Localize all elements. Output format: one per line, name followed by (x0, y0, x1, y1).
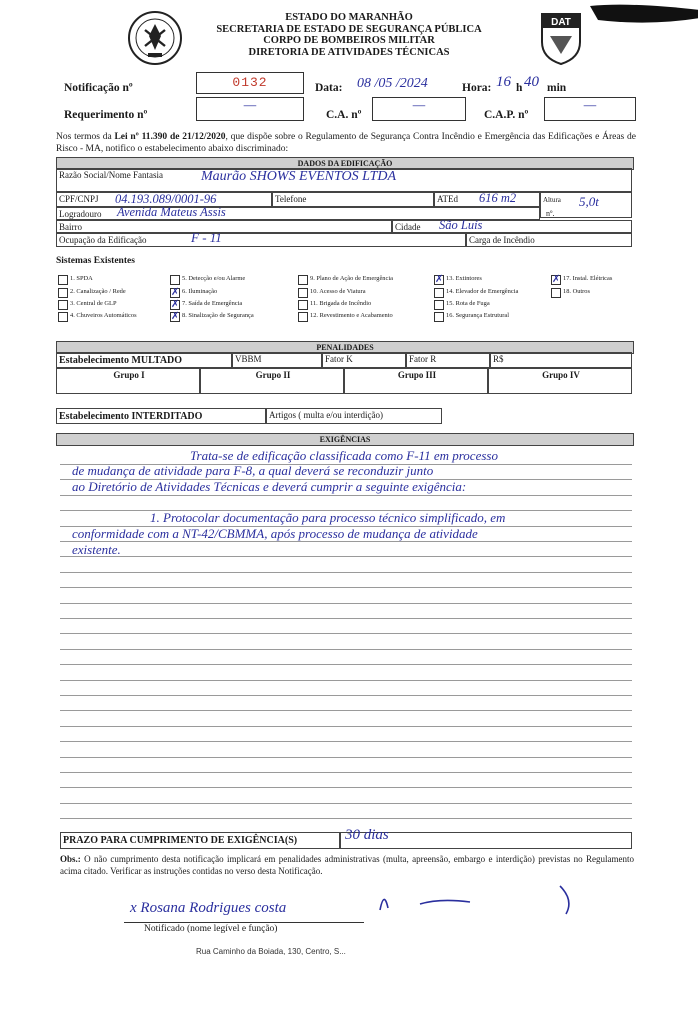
intro-lei: Lei nº 11.390 de 21/12/2020 (114, 132, 226, 142)
sistema-label: 13. Extintores (446, 275, 482, 282)
notificacao-value: 0132 (232, 75, 268, 90)
intro-prefix: Nos termos da (56, 132, 115, 142)
hora-minutes-value[interactable]: 40 (524, 74, 539, 90)
check-mark-icon: ✗ (171, 299, 180, 310)
check-mark-icon: ✗ (552, 274, 561, 285)
sistema-checkbox[interactable] (434, 288, 444, 298)
grupo-2-cell[interactable] (200, 368, 344, 394)
notificacao-field[interactable] (196, 72, 304, 94)
cap-value: — (583, 98, 597, 113)
document-header (0, 12, 698, 58)
footer-address: Rua Caminho da Boiada, 130, Centro, S... (196, 947, 346, 956)
exigencia-line: de mudança de atividade para F-8, a qual deverá se reconduzir junto (72, 463, 434, 478)
check-mark-icon: ✗ (171, 311, 180, 322)
intro-paragraph (56, 131, 636, 155)
carga-incendio-cell[interactable] (466, 233, 632, 247)
numero-label: nº. (546, 209, 555, 218)
sistema-label: 10. Acesso de Viatura (310, 288, 366, 295)
ruled-line (60, 556, 632, 557)
bairro-cell[interactable] (56, 220, 392, 233)
cidade-cell[interactable] (392, 220, 632, 233)
data-label: Data: (315, 82, 343, 94)
ruled-line (60, 803, 632, 804)
prazo-value-cell[interactable] (340, 827, 632, 849)
telefone-cell[interactable] (272, 192, 434, 207)
ruled-line (60, 618, 632, 619)
ruled-line (60, 741, 632, 742)
requerimento-field[interactable] (196, 97, 304, 121)
sistema-checkbox[interactable] (170, 288, 180, 298)
sistema-label: 3. Central de GLP (70, 300, 117, 307)
artigos-cell[interactable] (266, 408, 442, 424)
grupo-2-label: Grupo II (255, 370, 291, 380)
ruled-line (60, 633, 632, 634)
interditado-label: Estabelecimento INTERDITADO (59, 411, 203, 422)
logradouro-value: Avenida Mateus Assis (117, 205, 226, 219)
intro-suffix: , que dispõe sobre o Regulamento de Segurança Contra Incêndio e Emergência das Edificações e Áreas de Risco - MA, notifico o estabelecimento abaixo discriminado: (56, 132, 636, 154)
header-line-3: CORPO DE BOMBEIROS MILITAR (263, 35, 435, 46)
ruled-line (60, 680, 632, 681)
sistema-checkbox[interactable] (58, 312, 68, 322)
vbbm-label: VBBM (235, 354, 262, 364)
grupo-3-cell[interactable] (344, 368, 488, 394)
ruled-line (60, 710, 632, 711)
obs-label: Obs.: (60, 854, 81, 864)
multado-cell[interactable] (56, 352, 232, 368)
ruled-line (60, 787, 632, 788)
cidade-label: Cidade (395, 222, 421, 232)
sistema-checkbox[interactable] (58, 288, 68, 298)
telefone-label: Telefone (275, 194, 307, 204)
notificacao-label: Notificação nº (64, 82, 133, 94)
artigos-label: Artigos ( multa e/ou interdição) (269, 410, 383, 420)
dat-logo-text: DAT (551, 17, 571, 28)
signature-line (124, 922, 364, 923)
sistema-label: 11. Brigada de Incêndio (310, 300, 372, 307)
fator-k-label: Fator K (325, 354, 353, 364)
interditado-cell[interactable] (56, 408, 266, 424)
sistema-label: 6. Iluminação (182, 288, 218, 295)
razao-social-value: Maurão SHOWS EVENTOS LTDA (201, 169, 397, 184)
sistemas-title: Sistemas Existentes (56, 256, 135, 266)
sistema-checkbox[interactable] (551, 288, 561, 298)
sistema-checkbox[interactable] (551, 275, 561, 285)
requerimento-value: — (243, 98, 257, 113)
exigencia-line: ao Diretório de Atividades Técnicas e deverá cumprir a seguinte exigência: (72, 479, 467, 494)
fator-k-cell[interactable] (322, 352, 406, 368)
ruled-line (60, 695, 632, 696)
razao-social-label: Razão Social/Nome Fantasia (59, 170, 163, 180)
check-mark-icon: ✗ (435, 274, 444, 285)
data-value[interactable]: 08 /05 /2024 (357, 76, 428, 91)
ruled-line (60, 603, 632, 604)
sistema-checkbox[interactable] (170, 300, 180, 310)
section-penalidades: PENALIDADES (56, 341, 634, 354)
sistema-label: 16. Segurança Estrutural (446, 312, 509, 319)
sistema-label: 15. Rota de Fuga (446, 300, 490, 307)
exigencia-line: 1. Protocolar documentação para processo técnico simplificado, em (150, 510, 506, 525)
ruled-line (60, 649, 632, 650)
carga-incendio-label: Carga de Incêndio (469, 235, 535, 245)
fator-r-label: Fator R (409, 354, 437, 364)
sistema-checkbox[interactable] (298, 300, 308, 310)
ca-label: C.A. nº (326, 109, 362, 121)
hora-hours-value[interactable]: 16 (496, 74, 511, 90)
rs-label: R$ (493, 354, 504, 364)
hora-h-label: h (516, 82, 523, 94)
prazo-label-cell (60, 832, 340, 849)
ruled-line (60, 726, 632, 727)
ated-cell[interactable] (434, 192, 540, 207)
signature-label: Notificado (nome legível e função) (144, 924, 278, 934)
logradouro-label: Logradouro (59, 209, 102, 219)
hora-label: Hora: (462, 82, 492, 94)
section-exigencias: EXIGÊNCIAS (56, 433, 634, 446)
ruled-line (60, 587, 632, 588)
cap-label: C.A.P. nº (484, 109, 529, 121)
ocupacao-cell[interactable] (56, 230, 466, 247)
official-signature-scribble (360, 880, 580, 920)
sistema-checkbox[interactable] (434, 300, 444, 310)
sistema-checkbox[interactable] (434, 312, 444, 322)
check-mark-icon: ✗ (171, 287, 180, 298)
multado-label: Estabelecimento MULTADO (59, 355, 183, 366)
rs-cell[interactable] (490, 352, 632, 368)
header-line-4: DIRETORIA DE ATIVIDADES TÉCNICAS (248, 46, 450, 58)
exigencia-line: conformidade com a NT-42/CBMMA, após processo de mudança de atividade (72, 526, 478, 541)
altura-label: Altura (543, 196, 561, 204)
header-line-1: ESTADO DO MARANHÃO (285, 12, 413, 23)
sistema-checkbox[interactable] (298, 288, 308, 298)
grupo-1-label: Grupo I (113, 370, 145, 380)
sistema-label: 4. Chuveiros Automáticos (70, 312, 137, 319)
sistema-label: 1. SPDA (70, 275, 93, 282)
sistema-checkbox[interactable] (298, 275, 308, 285)
cidade-value: São Luís (439, 218, 483, 232)
exigencia-line: existente. (72, 542, 121, 557)
grupo-4-cell[interactable] (488, 368, 632, 394)
prazo-value: 30 dias (345, 827, 389, 843)
vbbm-cell[interactable] (232, 352, 322, 368)
cap-field[interactable] (544, 97, 636, 121)
razao-social-row[interactable] (56, 168, 632, 192)
ruled-line (60, 664, 632, 665)
sistema-label: 12. Revestimento e Acabamento (310, 312, 393, 319)
ated-value: 616 m2 (479, 191, 517, 205)
exigencia-line: Trata-se de edificação classificada como F-11 em processo (190, 448, 498, 463)
cpf-cnpj-value: 04.193.089/0001-96 (115, 192, 217, 206)
sistema-checkbox[interactable] (298, 312, 308, 322)
requerimento-label: Requerimento nº (64, 109, 148, 121)
bairro-label: Bairro (59, 222, 82, 232)
ocupacao-label: Ocupação da Edificação (59, 235, 147, 245)
sistema-checkbox[interactable] (58, 275, 68, 285)
hora-min-label: min (547, 82, 567, 94)
grupo-3-label: Grupo III (397, 370, 437, 380)
grupo-4-label: Grupo IV (542, 370, 580, 380)
sistema-checkbox[interactable] (170, 275, 180, 285)
ated-label: ATEd (437, 194, 458, 204)
grupo-1-cell[interactable] (56, 368, 200, 394)
ca-field[interactable] (372, 97, 466, 121)
section-dados-edificacao: DADOS DA EDIFICAÇÃO (56, 157, 634, 170)
altura-value: 5,0t (579, 194, 599, 209)
sistema-checkbox[interactable] (58, 300, 68, 310)
sistema-label: 8. Sinalização de Segurança (182, 312, 254, 319)
ruled-line (60, 572, 632, 573)
sistema-label: 5. Detecção e/ou Alarme (182, 275, 246, 282)
sistema-checkbox[interactable] (170, 312, 180, 322)
fator-r-cell[interactable] (406, 352, 490, 368)
cpf-cnpj-label: CPF/CNPJ (59, 194, 99, 204)
sistema-checkbox[interactable] (434, 275, 444, 285)
sistema-label: 17. Instal. Elétricas (563, 275, 613, 282)
signature-value: x Rosana Rodrigues costa (130, 900, 287, 916)
ruled-line (60, 818, 632, 819)
sistema-label: 14. Elevador de Emergência (446, 288, 519, 295)
sistema-label: 18. Outros (563, 288, 590, 295)
sistema-label: 9. Plano de Ação de Emergência (310, 275, 393, 282)
obs-paragraph (60, 853, 634, 877)
sistema-label: 2. Canalização / Rede (70, 288, 126, 295)
ruled-line (60, 772, 632, 773)
sistema-label: 7. Saída de Emergência (182, 300, 243, 307)
ca-value: — (412, 98, 426, 113)
prazo-label: PRAZO PARA CUMPRIMENTO DE EXIGÊNCIA(S) (63, 835, 298, 846)
header-line-2: SECRETARIA DE ESTADO DE SEGURANÇA PÚBLICA (216, 23, 482, 35)
ruled-line (60, 757, 632, 758)
ocupacao-value: F - 11 (191, 230, 222, 245)
obs-text: O não cumprimento desta notificação implicará em penalidades administrativas (multa, apreensão, embargo e interdição) previstas no Regulamento acima citado. Verificar as instruções contidas no verso desta Notificação. (60, 854, 634, 876)
ruled-line (60, 495, 632, 496)
